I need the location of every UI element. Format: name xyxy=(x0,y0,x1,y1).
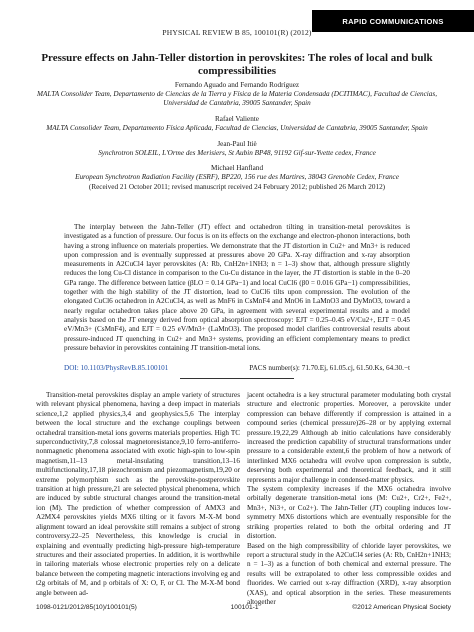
page-footer xyxy=(36,604,451,611)
body-paragraph-right: jacent octahedra is a key structural parameter modulating both crystal structure and electronic properties. Moreover, a perovskite under compression can behave differently if compression is attained in a compound series (chemical pressure)26–28 or by applying external pressure.19,22,29 Although ab initio calculations have considerably increased the prediction capability of structural transformations under pressure to a considerable extent,6 the problem of how a network of interlinked MX6 octahedra will evolve upon compression is subtle, deserving both experimental and theoretical feedback, and it still represents a major challenge in condensed-matter physics. The system complexity increases if the MX6 octahedra involve orbitally degenerate transition-metal ions (M: Cu2+, Cr2+, Fe2+, Mn3+, Ni3+, or Co2+). The Jahn-Teller (JT) coupling induces low-symmetry MX6 distortions which are eventually responsible for the striking properties related to both the orbital ordering and JT distortion. Based on the high compressibility of chloride layer perovskites, we report a structural study in the A2CuCl4 series (A: Rb, CnH2n+1NH3; n = 1–3) as a function of both chemical and external pressure. The results will be extrapolated to other less compressible oxides and fluorides. We carried out x-ray diffraction (XRD), x-ray absorption (XAS), and optical absorption in the series. These measurements altogether xyxy=(247,391,451,606)
doi-link[interactable]: DOI: 10.1103/PhysRevB.85.100101 xyxy=(64,364,169,372)
doi-pacs-row xyxy=(64,364,410,372)
authors-group-2: Rafael Valiente xyxy=(215,115,259,123)
body-paragraph-left: Transition-metal perovskites display an ample variety of structures with relevant physical phenomena, having a deep impact in materials science,1,2 applied physics,3,4 and geophysics.5,6 The interplay between the local structure and the exchange couplings between octahedral transition-metal ions governs materials properties. High TC superconductivity,7,8 colossal magnetoresistance,9,10 ferro-antiferro-nonmagnetic phenomena associated with exotic high-spin to low-spin magnetism,11–13 metal-insulating transition,13–16 multifunctionality,17,18 piezochromism and piezomagnetism,19,20 or extreme polymorphism such as the perovskite-postperovskite transition at high pressure,21 are selected physical phenomena, which are induced by subtle structural changes around the transition-metal ion (M). The prediction of whether compression of AMX3 and A2MX4 perovskites yields MX6 tilting or it favors M-X-M bond alignment toward an ideal perovskite still remains a subject of strong controversy.22–25 Nevertheless, this knowledge is crucial in explaining and eventually predicting high-pressure high-temperature structures and their associated properties. In addition, it is worthwhile in tailoring materials whose electronic properties rely on a delicate balance between the competing magnetic interactions involving eg and t2g orbitals of M, and p orbitals of X: O, F, or Cl. The M-X-M bond angle between ad- xyxy=(36,391,240,597)
abstract xyxy=(64,223,410,353)
journal-header: PHYSICAL REVIEW B 85, 100101(R) (2012) xyxy=(162,28,312,37)
authors-group-1: Fernando Aguado and Fernando Rodríguez xyxy=(174,81,300,89)
footer-page-number: 100101-1 xyxy=(230,604,259,611)
received-dates: (Received 21 October 2011; revised manuscript received 24 February 2012; published 26 March 2012) xyxy=(88,183,386,191)
body-column-left xyxy=(36,391,240,598)
rapid-communications-band: RAPID COMMUNICATIONS xyxy=(312,10,474,32)
footer-issn: 1098-0121/2012/85(10)/100101(5) xyxy=(36,604,137,611)
section-divider xyxy=(180,378,294,379)
authors-group-4: Michael Hanfland xyxy=(210,164,264,172)
affiliation-4: European Synchrotron Radiation Facility (ESRF), BP220, 156 rue des Martires, 38043 Grenoble Cedex, France xyxy=(75,173,399,181)
affiliation-3: Synchrotron SOLEIL, L'Orme des Merisiers, St Aubin BP48, 91192 Gif-sur-Yvette cedex, France xyxy=(98,149,376,157)
footer-copyright: ©2012 American Physical Society xyxy=(352,604,451,611)
body-column-right xyxy=(247,391,451,607)
authors-group-3: Jean-Paul Itiè xyxy=(217,140,257,148)
affiliation-1: MALTA Consolider Team, Departamento de Ciencias de la Tierra y Física de la Materia Condensada (DCITIMAC), Facultad de Ciencias, Universidad de Cantabria, 39005 Santander, Spain xyxy=(37,90,437,107)
abstract-text: The interplay between the Jahn-Teller (JT) effect and octahedron tilting in transition-metal perovskites is investigated as a function of pressure. Our focus is on its effects on the exchange and electron-phonon interactions, both having a strong influence on materials properties. We demonstrate that the JT distortion in Cu2+ and Mn3+ is reduced upon compression and is eventually suppressed at pressures above 20 GPa. X-ray diffraction and x-ray absorption measurements in A2CuCl4 layer perovskites (A: Rb, CnH2n+1NH3; n = 1–3) show that, although pressure slightly reduces the long Cu-Cl distance in comparison to the Cu-Cu distance in the layer, the JT distortion is stable in the 0–20 GPa range. The difference between lattice (βLO = 0.14 GPa−1) and local CuCl6 (β0 = 0.016 GPa−1) compressibilities, together with the high stability of the JT distortion, lead to CuCl6 tilts upon compression. The evolution of the elongated CuCl6 octahedron in A2CuCl4, as well as MnF6 in CsMnF4 and MnO6 in LaMnO3 and DyMnO3, toward a nearly regular octahedron takes place above 20 GPa, in agreement with several experimental results and a model analysis based on the JT energy derived from optical absorption spectroscopy: EJT = 0.25–0.45 eV/Cu2+, EJT = 0.45 eV/Mn3+ (CsMnF4), and EJT = 0.25 eV/Mn3+ (LaMnO3). The proposed model clarifies controversial results about pressure-induced JT quenching in Cu2+ and Mn3+ systems, providing an efficient complementary means to predict pressure behavior in perovskites containing JT transition-metal ions. xyxy=(64,223,410,352)
affiliation-2: MALTA Consolider Team, Departamento Física Aplicada, Facultad de Ciencias, Universidad de Cantabria, 39005 Santander, Spain xyxy=(46,124,428,132)
pacs-numbers: PACS number(s): 71.70.Ej, 61.05.cj, 61.50.Ks, 64.30.−t xyxy=(249,364,410,372)
paper-title: Pressure effects on Jahn-Teller distortion in perovskites: The roles of local and bulk compressibilities xyxy=(41,52,433,77)
